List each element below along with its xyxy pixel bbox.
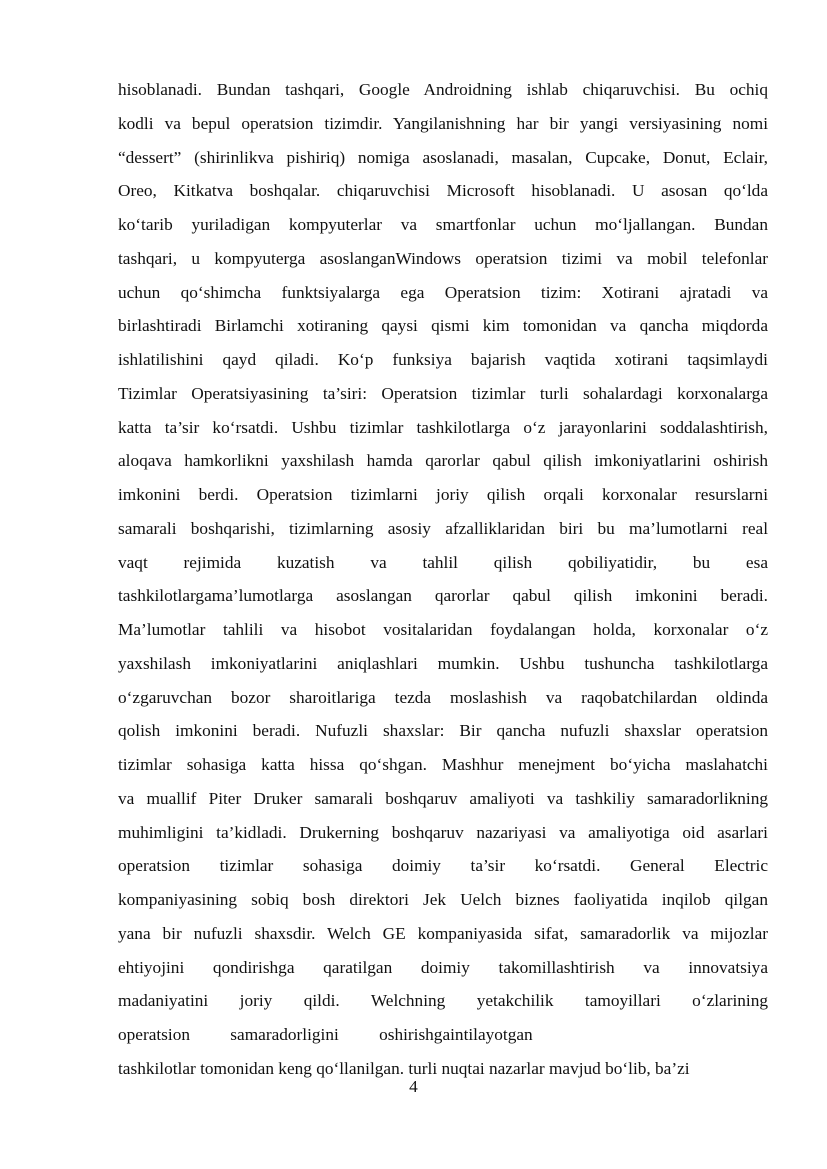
text-line: o‘zgaruvchan bozor sharoitlariga tezda moslashish va raqobatchilardan oldinda — [118, 687, 768, 707]
text-line: qolish imkonini beradi. Nufuzli shaxslar: Bir qancha nufuzli shaxslar operatsion — [118, 721, 768, 741]
text-line: ehtiyojini qondirishga qaratilgan doimiy takomillashtirish va innovatsiya — [118, 957, 768, 977]
text-line: va muallif Piter Druker samarali boshqaruv amaliyoti va tashkiliy samaradorlikning — [118, 788, 768, 808]
text-line: uchun qo‘shimcha funktsiyalarga ega Operatsion tizim: Xotirani ajratadi va — [118, 282, 768, 302]
text-line: vaqt rejimida kuzatish va tahlil qilish qobiliyatidir, bu esa — [118, 552, 768, 572]
text-line: operatsion tizimlar sohasiga doimiy ta’sir ko‘rsatdi. General Electric — [118, 856, 768, 876]
text-line: tashqari, u kompyuterga asoslanganWindows operatsion tizimi va mobil telefonlar — [118, 248, 768, 268]
text-line: imkonini berdi. Operatsion tizimlarni joriy qilish orqali korxonalar resurslarni — [118, 485, 768, 504]
text-line: ishlatilishini qayd qiladi. Ko‘p funksiya bajarish vaqtida xotirani taqsimlaydi — [118, 350, 768, 369]
text-line: samarali boshqarishi, tizimlarning asosiy afzalliklaridan biri bu ma’lumotlarni real — [118, 518, 768, 538]
text-line: “dessert” (shirinlikva pishiriq) nomiga asoslanadi, masalan, Cupcake, Donut, Eclair, — [118, 147, 768, 167]
text-line: yana bir nufuzli shaxsdir. Welch GE kompaniyasida sifat, samaradorlik va mijozlar — [118, 923, 768, 943]
text-line: kompaniyasining sobiq bosh direktori Jek Uelch biznes faoliyatida inqilob qilgan — [118, 890, 768, 909]
text-line: katta ta’sir ko‘rsatdi. Ushbu tizimlar tashkilotlarga o‘z jarayonlarini soddalashtirish, — [118, 417, 768, 437]
text-line: yaxshilash imkoniyatlarini aniqlashlari mumkin. Ushbu tushuncha tashkilotlarga — [118, 653, 768, 673]
text-line: muhimligini ta’kidladi. Drukerning boshqaruv nazariyasi va amaliyotiga oid asarlari — [118, 822, 768, 842]
text-line: ko‘tarib yuriladigan kompyuterlar va smartfonlar uchun mo‘ljallangan. Bundan — [118, 215, 768, 234]
text-line: hisoblanadi. Bundan tashqari, Google Androidning ishlab chiqaruvchisi. Bu ochiq — [118, 80, 768, 99]
text-line: operatsion samaradorligini oshirishgaintilayotgan — [118, 1025, 533, 1044]
text-line: birlashtiradi Birlamchi xotiraning qaysi qismi kim tomonidan va qancha miqdorda — [118, 316, 768, 336]
text-line: tashkilotlar tomonidan keng qo‘llanilgan. turli nuqtai nazarlar mavjud bo‘lib, ba’zi — [118, 1058, 690, 1078]
page-number: 4 — [409, 1077, 418, 1096]
text-line: aloqava hamkorlikni yaxshilash hamda qarorlar qabul qilish imkoniyatlarini oshirish — [118, 451, 768, 471]
text-line: Oreo, Kitkatva boshqalar. chiqaruvchisi Microsoft hisoblanadi. U asosan qo‘lda — [118, 181, 768, 201]
text-line: Ma’lumotlar tahlili va hisobot vositalaridan foydalangan holda, korxonalar o‘z — [118, 620, 768, 639]
text-line: tashkilotlargama’lumotlarga asoslangan qarorlar qabul qilish imkonini beradi. — [118, 586, 768, 606]
text-line: madaniyatini joriy qildi. Welchning yetakchilik tamoyillari o‘zlarining — [118, 991, 768, 1011]
text-line: Tizimlar Operatsiyasining ta’siri: Operatsion tizimlar turli sohalardagi korxonalarga — [118, 383, 768, 403]
body-text — [118, 73, 768, 1086]
text-line: tizimlar sohasiga katta hissa qo‘shgan. Mashhur menejment bo‘yicha maslahatchi — [118, 755, 768, 774]
text-line: kodli va bepul operatsion tizimdir. Yangilanishning har bir yangi versiyasining nomi — [118, 113, 768, 133]
